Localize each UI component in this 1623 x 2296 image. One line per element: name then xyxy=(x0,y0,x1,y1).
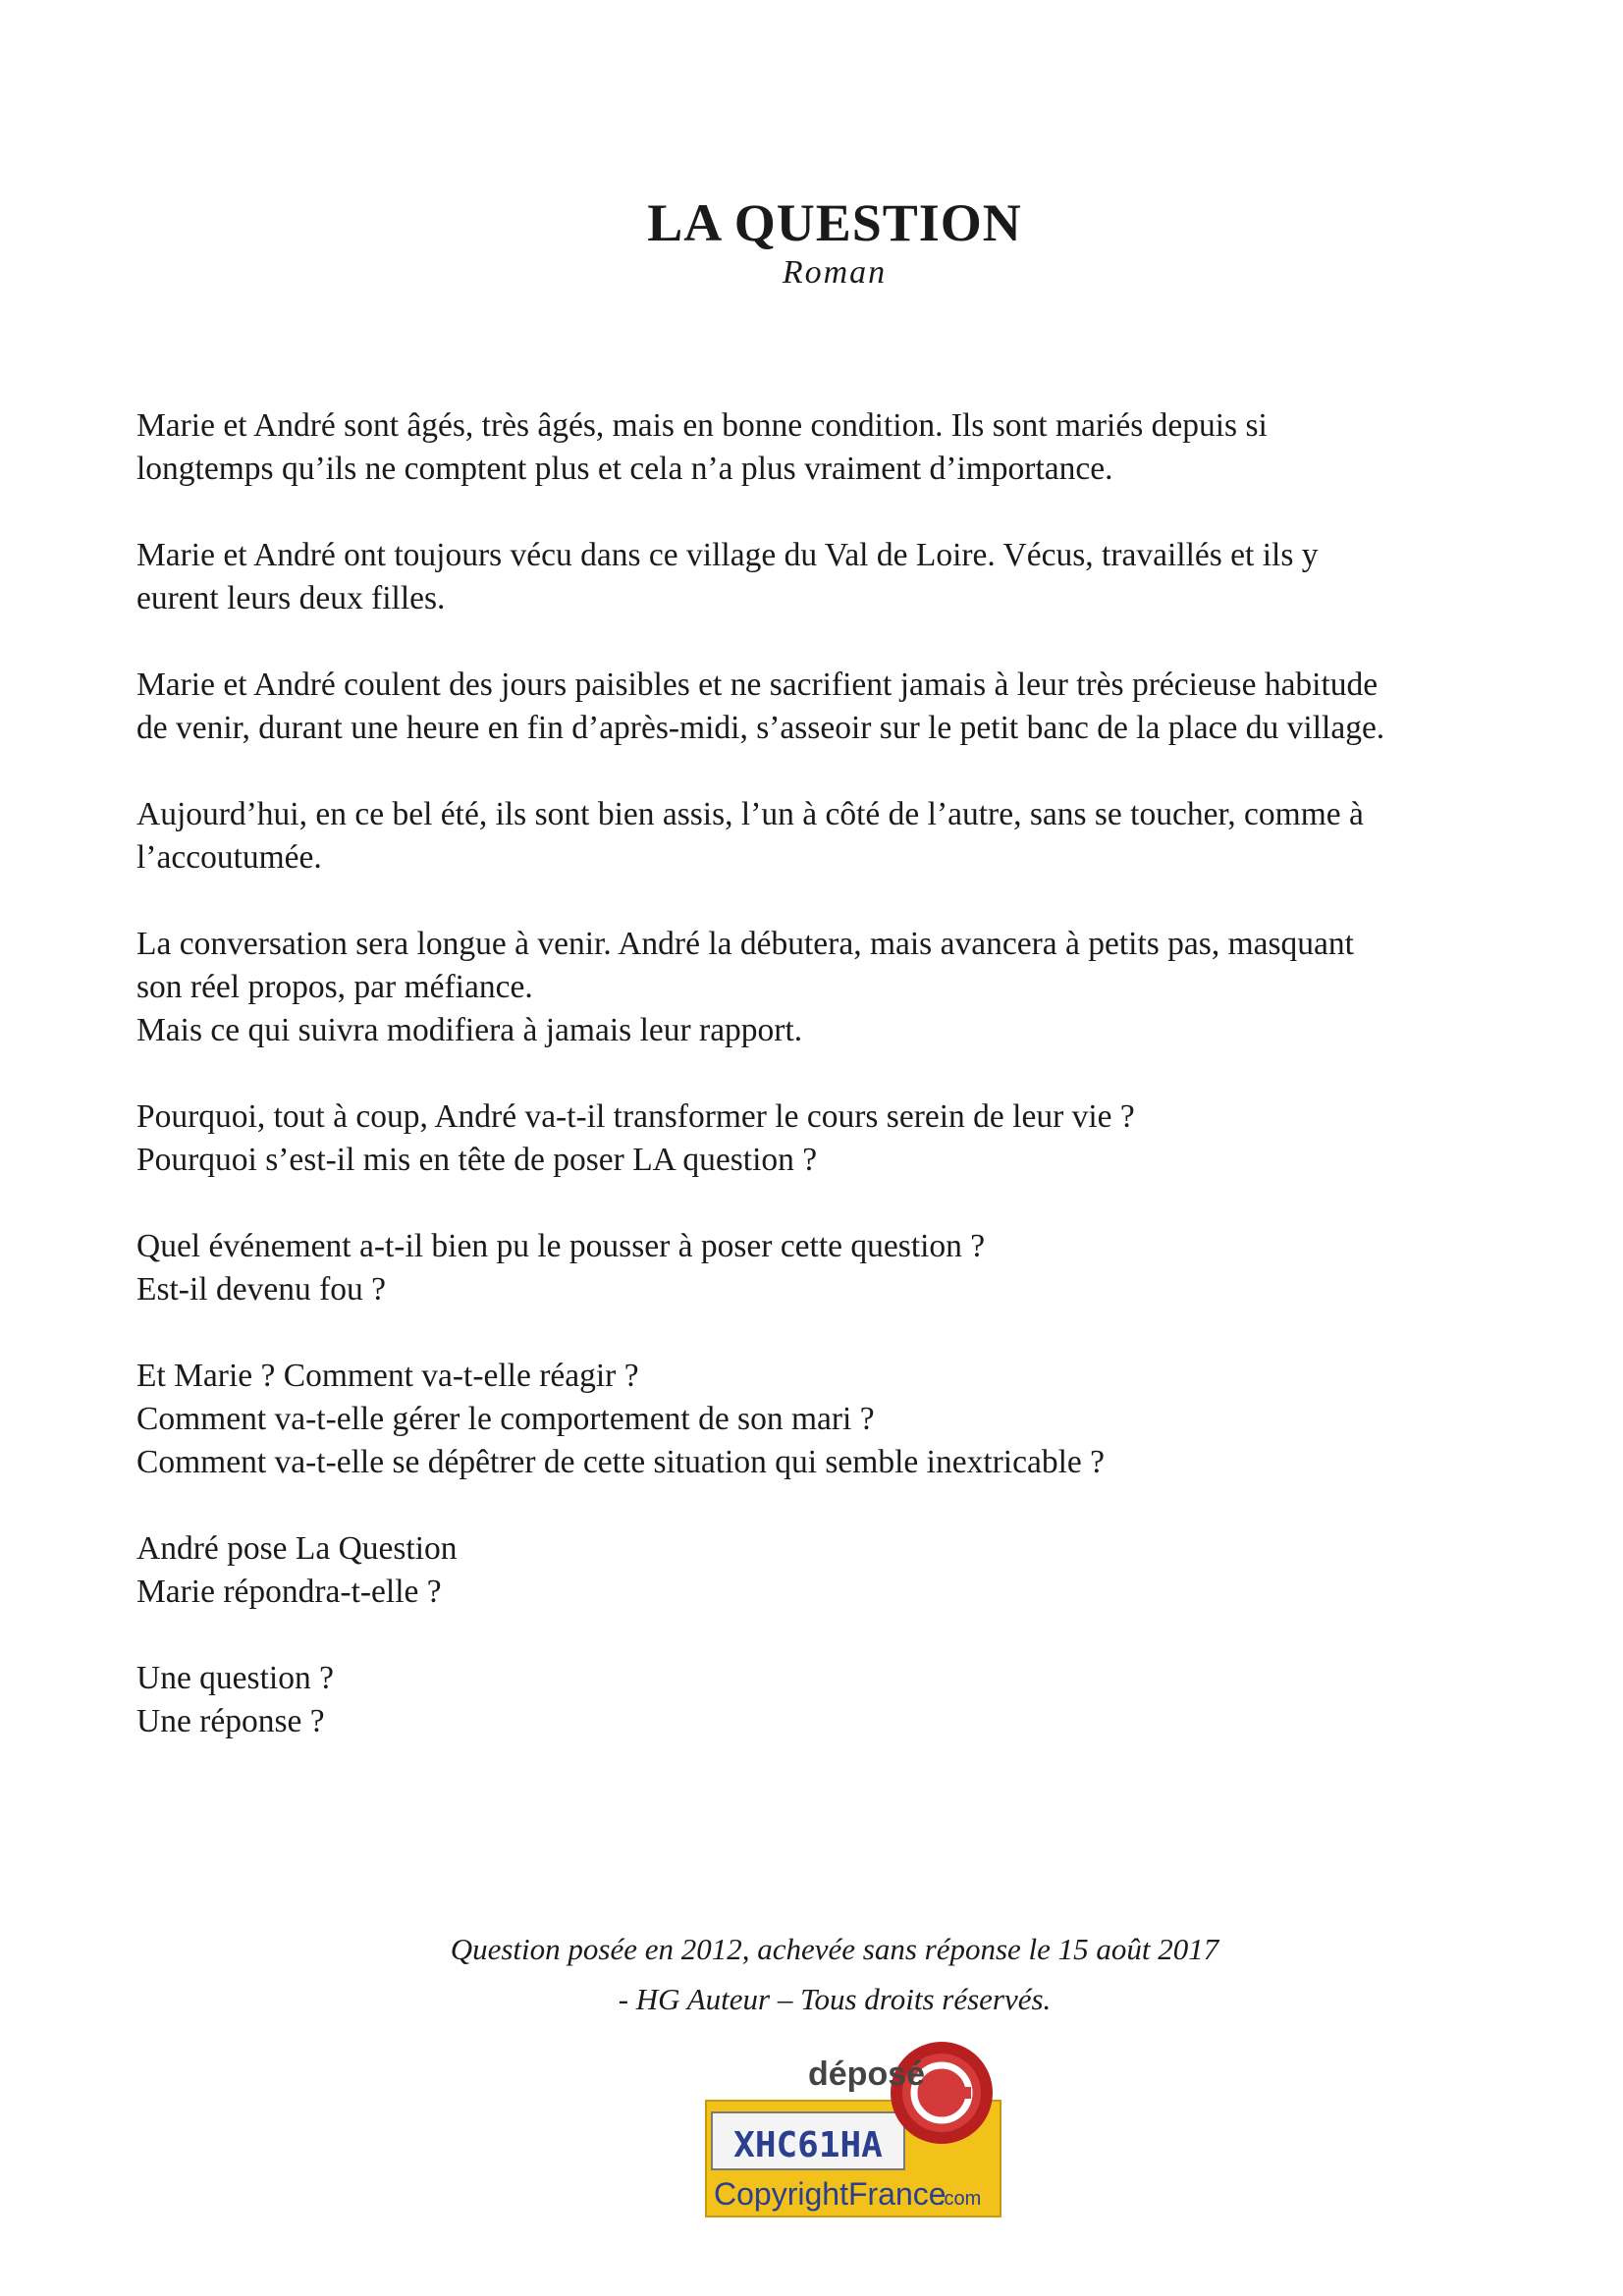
paragraph-line: Et Marie ? Comment va-t-elle réagir ? xyxy=(136,1358,639,1394)
paragraph xyxy=(136,1225,1541,1311)
paragraph-line: Une réponse ? xyxy=(136,1703,325,1739)
paragraph-line: son réel propos, par méfiance. xyxy=(136,969,533,1005)
copyright-badge[interactable] xyxy=(700,2042,1006,2220)
body-text xyxy=(136,404,1541,1787)
paragraph-line: eurent leurs deux filles. xyxy=(136,580,446,616)
paragraph-line: longtemps qu’ils ne comptent plus et cela n’a plus vraiment d’importance. xyxy=(136,451,1113,487)
paragraph-line: Pourquoi, tout à coup, André va-t-il transformer le cours serein de leur vie ? xyxy=(136,1098,1135,1135)
document-subtitle: Roman xyxy=(782,254,888,291)
paragraph-line: Pourquoi s’est-il mis en tête de poser LA question ? xyxy=(136,1142,818,1178)
paragraph-line: Marie répondra-t-elle ? xyxy=(136,1574,442,1610)
svg-text:.com: .com xyxy=(939,2188,982,2210)
paragraph-line: Une question ? xyxy=(136,1660,334,1696)
footer-rights-line: - HG Auteur – Tous droits réservés. xyxy=(618,1982,1052,2016)
document-title: LA QUESTION xyxy=(647,193,1022,252)
paragraph xyxy=(136,1527,1541,1614)
paragraph-line: de venir, durant une heure en fin d’après-midi, s’asseoir sur le petit banc de la place du village. xyxy=(136,710,1385,746)
paragraph-line: Est-il devenu fou ? xyxy=(136,1271,386,1308)
svg-text:CopyrightFrance: CopyrightFrance xyxy=(714,2176,947,2212)
footer xyxy=(0,1924,1623,2024)
paragraph-line: l’accoutumée. xyxy=(136,839,322,876)
paragraph-line: Marie et André sont âgés, très âgés, mais en bonne condition. Ils sont mariés depuis si xyxy=(136,407,1268,444)
svg-text:XHC61HA: XHC61HA xyxy=(733,2125,883,2165)
paragraph xyxy=(136,923,1541,1052)
paragraph-line: Mais ce qui suivra modifiera à jamais leur rapport. xyxy=(136,1012,803,1048)
paragraph-line: La conversation sera longue à venir. André la débutera, mais avancera à petits pas, masquant xyxy=(136,926,1354,962)
paragraph-line: Comment va-t-elle gérer le comportement de son mari ? xyxy=(136,1401,875,1437)
copyright-seal-logo xyxy=(700,2042,1006,2220)
paragraph xyxy=(136,404,1541,491)
svg-text:déposé: déposé xyxy=(808,2056,926,2093)
paragraph xyxy=(136,664,1541,750)
paragraph-line: Marie et André coulent des jours paisibles et ne sacrifient jamais à leur très précieuse habitude xyxy=(136,667,1379,703)
paragraph-line: André pose La Question xyxy=(136,1530,458,1567)
footer-date-line: Question posée en 2012, achevée sans réponse le 15 août 2017 xyxy=(450,1932,1219,1966)
paragraph-line: Aujourd’hui, en ce bel été, ils sont bien assis, l’un à côté de l’autre, sans se toucher, comme à xyxy=(136,796,1364,832)
paragraph xyxy=(136,1095,1541,1182)
paragraph xyxy=(136,534,1541,620)
paragraph xyxy=(136,1355,1541,1484)
paragraph xyxy=(136,1657,1541,1743)
paragraph-line: Comment va-t-elle se dépêtrer de cette situation qui semble inextricable ? xyxy=(136,1444,1106,1480)
paragraph-line: Marie et André ont toujours vécu dans ce village du Val de Loire. Vécus, travaillés et ils y xyxy=(136,537,1319,573)
paragraph-line: Quel événement a-t-il bien pu le pousser à poser cette question ? xyxy=(136,1228,986,1264)
paragraph xyxy=(136,793,1541,880)
